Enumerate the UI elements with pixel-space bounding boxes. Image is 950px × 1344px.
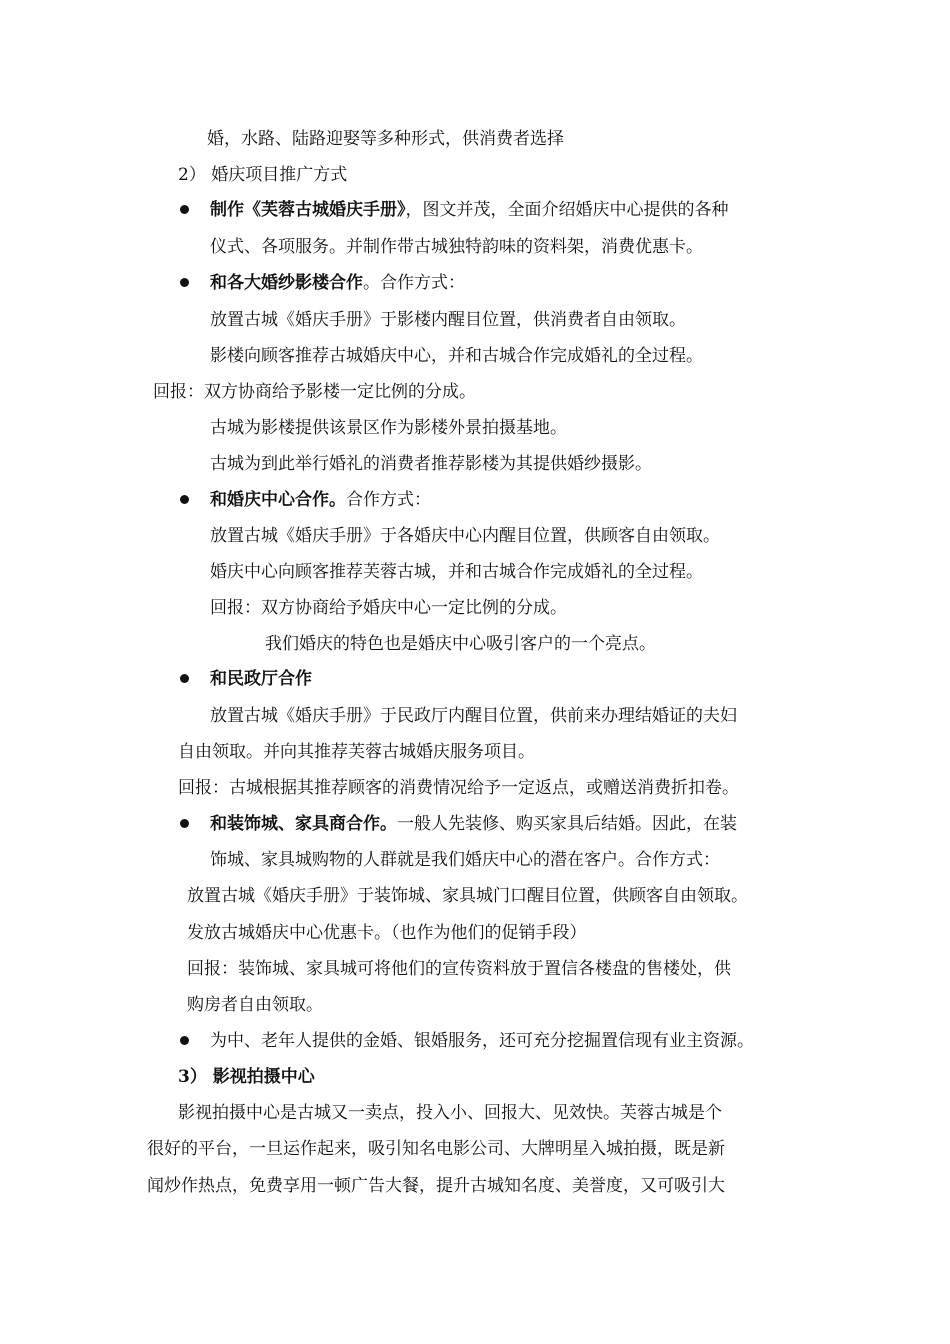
bullet-line (210, 272, 465, 294)
bullet-heading: 制作《芙蓉古城婚庆手册》 (210, 200, 406, 220)
text-line: 回报：古城根据其推荐顾客的消费情况给予一定返点，或赠送消费折扣卷。 (178, 778, 739, 798)
text-line: 闻炒作热点，免费享用一顿广告大餐，提升古城知名度、美誉度，又可吸引大 (147, 1176, 725, 1196)
subsection-heading-full: 3） 影视拍摄中心 (178, 1067, 315, 1087)
bullet-icon (180, 205, 189, 214)
text-line: 古城为影楼提供该景区作为影楼外景拍摄基地。 (210, 418, 567, 438)
text-line: 回报：装饰城、家具城可将他们的宣传资料放于置信各楼盘的售楼处，供 (187, 959, 731, 979)
bullet-text: 一般人先装修、购买家具后结婚。因此，在装 (397, 814, 737, 834)
text-line: 很好的平台，一旦运作起来，吸引知名电影公司、大牌明星入城拍摄，既是新 (147, 1139, 725, 1159)
text-line: 回报：双方协商给予影楼一定比例的分成。 (153, 382, 476, 402)
bullet-text: 合作方式： (346, 490, 431, 510)
bullet-heading: 和各大婚纱影楼合作 (210, 273, 363, 293)
text-line: 自由领取。并向其推荐芙蓉古城婚庆服务项目。 (178, 742, 535, 762)
bullet-text: ，图文并茂，全面介绍婚庆中心提供的各种 (405, 200, 729, 220)
bullet-line (210, 489, 431, 511)
text-line: 放置古城《婚庆手册》于各婚庆中心内醒目位置，供顾客自由领取。 (210, 526, 720, 546)
bullet-heading: 和婚庆中心合作。 (210, 490, 346, 510)
bullet-heading: 和民政厅合作 (210, 669, 312, 689)
bullet-icon (180, 1036, 189, 1045)
bullet-icon (180, 495, 189, 504)
subsection-heading: 2） 婚庆项目推广方式 (178, 165, 348, 185)
text-line: 放置古城《婚庆手册》于装饰城、家具城门口醒目位置，供顾客自由领取。 (187, 886, 748, 906)
text-line: 我们婚庆的特色也是婚庆中心吸引客户的一个亮点。 (265, 634, 656, 654)
bullet-icon (180, 674, 189, 683)
text-line: 放置古城《婚庆手册》于民政厅内醒目位置，供前来办理结婚证的夫妇 (210, 706, 737, 726)
text-line: 发放古城婚庆中心优惠卡。（也作为他们的促销手段） (187, 923, 587, 943)
bullet-line (210, 813, 737, 835)
text-line: 婚庆中心向顾客推荐芙蓉古城，并和古城合作完成婚礼的全过程。 (210, 562, 703, 582)
text-line: 影视拍摄中心是古城又一卖点，投入小、回报大、见效快。芙蓉古城是个 (178, 1103, 722, 1123)
text-line: 婚，水路、陆路迎娶等多种形式，供消费者选择 (207, 129, 564, 149)
bullet-text: 为中、老年人提供的金婚、银婚服务，还可充分挖掘置信现有业主资源。 (210, 1031, 754, 1051)
text-line: 仪式、各项服务。并制作带古城独特韵味的资料架，消费优惠卡。 (210, 237, 703, 257)
bullet-icon (180, 278, 189, 287)
text-line: 影楼向顾客推荐古城婚庆中心，并和古城合作完成婚礼的全过程。 (210, 346, 703, 366)
text-line: 放置古城《婚庆手册》于影楼内醒目位置，供消费者自由领取。 (210, 310, 686, 330)
bullet-line (210, 199, 729, 221)
bullet-icon (180, 819, 189, 828)
text-line: 古城为到此举行婚礼的消费者推荐影楼为其提供婚纱摄影。 (210, 454, 652, 474)
text-line: 回报：双方协商给予婚庆中心一定比例的分成。 (210, 598, 567, 618)
text-line: 饰城、家具城购物的人群就是我们婚庆中心的潜在客户。合作方式： (210, 850, 720, 870)
text-line: 购房者自由领取。 (187, 995, 323, 1015)
bullet-heading: 和装饰城、家具商合作。 (210, 814, 397, 834)
bullet-text: 。合作方式： (363, 273, 465, 293)
